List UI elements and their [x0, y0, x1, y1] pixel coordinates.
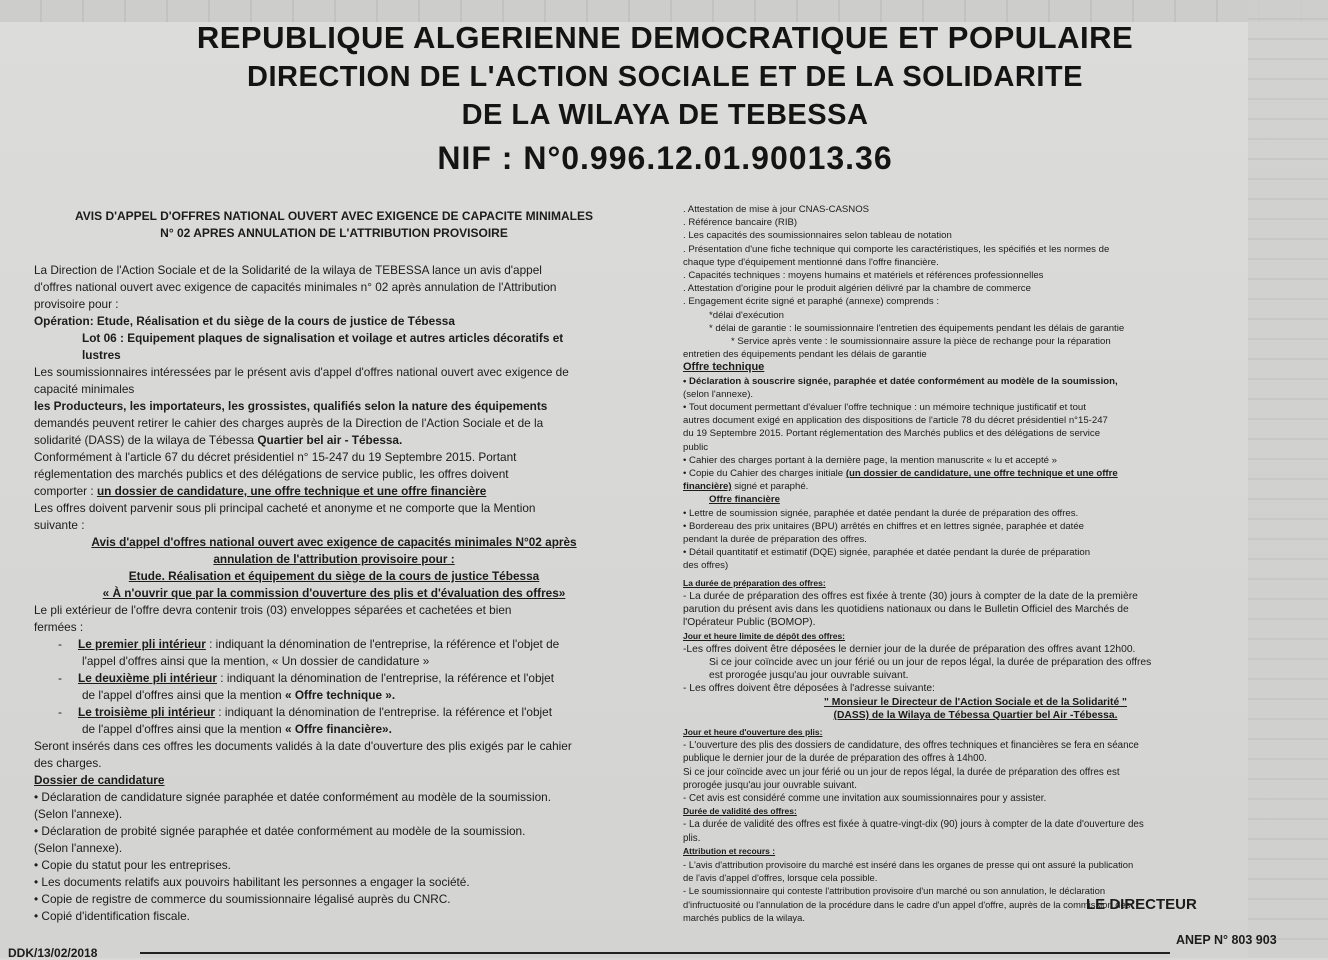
lot-line-2: lustres	[82, 348, 121, 362]
deposit-text-2: Si ce jour coïncide avec un jour férié ou un jour de repos légal, la durée de préparation des offres	[709, 656, 1152, 668]
right-item-4b: chaque type d'équipement mentionné dans l'offre financière.	[683, 256, 939, 268]
dossier-heading: Dossier de candidature	[34, 773, 165, 787]
right-item-7: . Engagement écrite signé et paraphé (annexe) comprends :	[683, 296, 939, 308]
dossier-item-3-text: Copie du statut pour les entreprises.	[41, 858, 231, 872]
deposit-text-3: est prorogée jusqu'au jour ouvrable suivant.	[709, 670, 909, 682]
inner-envelope-2-line-2	[34, 687, 634, 704]
intro-line-3: provisoire pour :	[34, 297, 119, 311]
inner-envelope-2-label: Le deuxième pli intérieur	[78, 671, 217, 685]
intro-line-1: La Direction de l'Action Sociale et de la Solidarité de la wilaya de TEBESSA lance un avis d'appel	[34, 263, 542, 277]
dossier-item-3	[34, 857, 634, 874]
bidders-line-1: Les soumissionnaires intéressées par le présent avis d'appel d'offres national ouvert avec exigence de	[34, 365, 569, 379]
dossier-item-2-text: Déclaration de probité signée paraphée et datée conformément au modèle de la soumission.	[41, 824, 526, 838]
attribution-text-4: d'infructuosité ou l'annulation de la procédure dans le cadre d'un appel d'offre, auprès de la commission des	[683, 898, 1131, 910]
dossier-item-4-text: Les documents relatifs aux pouvoirs habilitant les personnes a engager la société.	[41, 875, 470, 889]
lot-line-1: Lot 06 : Equipement plaques de signalisation et voilage et autres articles décoratifs et	[82, 331, 564, 345]
technique-item-4	[683, 467, 1268, 480]
header-line-2: DIRECTION DE L'ACTION SOCIALE ET DE LA SOLIDARITE	[247, 61, 1083, 93]
dossier-item-5-text: Copie de registre de commerce du soumissionnaire légalisé auprès du CNRC.	[41, 892, 451, 906]
outer-envelope-line-2: fermées :	[34, 620, 84, 634]
dossier-item-2	[34, 823, 634, 840]
notice-title-2: N° 02 APRES ANNULATION DE L'ATTRIBUTION PROVISOIRE	[160, 226, 508, 240]
validity-text-1: - La durée de validité des offres est fixée à quatre-vingt-dix (90) jours à compter de la date d'ouverture des	[683, 819, 1144, 831]
financiere-item-1: • Lettre de soumission signée, paraphée et datée pendant la durée de préparation des offres.	[683, 507, 1079, 519]
inner-envelope-3-text-2: de l'appel d'offres ainsi que la mention	[82, 722, 286, 736]
validity-line-1: Seront insérés dans ces offres les documents validés à la date d'ouverture des plis exigés par le cahier	[34, 739, 572, 753]
inner-envelope-3-text: : indiquant la dénomination de l'entreprise. la référence et l'objet	[215, 705, 553, 719]
financiere-item-3: • Détail quantitatif et estimatif (DQE) signée, paraphée et datée pendant la durée de préparation	[683, 547, 1091, 559]
footer-rule	[140, 952, 1170, 954]
opening-text-4: prorogée jusqu'au jour ouvrable suivant.	[683, 779, 857, 791]
producers-text: les Producteurs, les importateurs, les grossistes, qualifiés selon la nature des équipements	[34, 399, 548, 413]
attribution-text-3: - Le soumissionnaire qui conteste l'attribution provisoire d'un marché ou son annulation, le déclaration	[683, 885, 1106, 897]
right-item-5: . Capacités techniques : moyens humains et matériels et références professionnelles	[683, 270, 1044, 282]
attribution-heading: Attribution et recours :	[683, 845, 776, 856]
opening-text-2: publique le dernier jour de la durée de préparation des offres à 14h00.	[683, 753, 987, 765]
preparation-heading: La durée de préparation des offres:	[683, 577, 826, 588]
inner-envelope-1-label: Le premier pli intérieur	[78, 637, 206, 651]
opening-text-1: - L'ouverture des plis des dossiers de candidature, des offres techniques et financières se fera en séance	[683, 740, 1139, 752]
left-column	[34, 208, 634, 925]
right-item-10: * Service après vente : le soumissionnaire assure la pièce de rechange pour la réparation	[731, 336, 1111, 348]
dossier-item-1	[34, 789, 634, 806]
right-item-8: *délai d'exécution	[709, 309, 784, 321]
preparation-text-1: - La durée de préparation des offres est fixée à trente (30) jours à compter de la date de la première	[683, 590, 1138, 602]
article-line-1: Conformément à l'article 67 du décret présidentiel n° 15-247 du 19 Septembre 2015. Portant	[34, 450, 517, 464]
dossier-item-1-text: Déclaration de candidature signée paraphée et datée conformément au modèle de la soumission.	[41, 790, 551, 804]
article-line-2: réglementation des marchés publics et des délégations de service public, les offres doivent	[34, 467, 509, 481]
validity-heading: Durée de validité des offres:	[683, 806, 797, 817]
opening-text-3: Si ce jour coïncide avec un jour férié ou un jour de repos légal, la durée de préparation des offres est	[683, 766, 1120, 778]
opening-text-5: - Cet avis est considéré comme une invitation aux soumissionnaires pour y assister.	[683, 792, 1047, 804]
dossier-item-1-annex: (Selon l'annexe).	[34, 807, 123, 821]
article-line-3	[34, 483, 634, 500]
envelope-line-1: Les offres doivent parvenir sous pli principal cacheté et anonyme et ne comporte que la Mention	[34, 501, 536, 515]
right-item-6: . Attestation d'origine pour le produit algérien délivré par la chambre de commerce	[683, 283, 1031, 295]
technique-item-2c: du 19 Septembre 2015. Portant réglementation des Marchés publics et des délégations de service	[683, 428, 1101, 440]
mention-line-4: « À n'ouvrir que par la commission d'ouverture des plis et d'évaluation des offres»	[102, 586, 566, 600]
dossier-item-6-text: Copié d'identification fiscale.	[41, 909, 190, 923]
inner-envelope-1-text-2: l'appel d'offres ainsi que la mention, « Un dossier de candidature »	[82, 654, 430, 668]
validity-text-2: plis.	[683, 832, 701, 844]
mention-line-3: Etude. Réalisation et équipement du siège de la cours de justice Tébessa	[128, 569, 540, 583]
header-line-1: REPUBLIQUE ALGERIENNE DEMOCRATIQUE ET POPULAIRE	[196, 20, 1134, 55]
opening-heading: Jour et heure d'ouverture des plis:	[683, 726, 823, 737]
financiere-item-2: • Bordereau des prix unitaires (BPU) arrêtés en chiffres et en lettres signée, paraphée et datée	[683, 520, 1085, 532]
inner-envelope-2: - Le deuxième pli intérieur : indiquant la dénomination de l'entreprise, la référence et l'objet	[58, 671, 554, 685]
preparation-text-3: l'Opérateur Public (BOMOP).	[683, 617, 816, 629]
right-item-4: . Présentation d'une fiche technique qui comporte les caractéristiques, les spécifiés et les normes de	[683, 243, 1110, 255]
producers-line-1	[34, 398, 634, 415]
technique-item-1: • Déclaration à souscrire signée, paraphée et datée conformément au modèle de la soumission,	[683, 375, 1118, 387]
intro-line-2: d'offres national ouvert avec exigence de capacités minimales n° 02 après annulation de l'Attribution	[34, 280, 557, 294]
preparation-text-2: parution du présent avis dans les quotidiens nationaux ou dans le Bulletin Officiel des Marchés de	[683, 604, 1129, 616]
financiere-item-3b: des offres)	[683, 560, 729, 572]
technique-item-2: • Tout document permettant d'évaluer l'offre technique : un mémoire technique justificatif et tout	[683, 402, 1086, 414]
attribution-text-5: marchés publics de la wilaya.	[683, 911, 805, 923]
operation-label: Opération: Etude, Réalisation et du siège de la cours de justice de Tébessa	[34, 314, 455, 328]
producers-text-3: solidarité (DASS) de la wilaya de Tébessa	[34, 433, 258, 447]
inner-envelope-2-text: : indiquant la dénomination de l'entreprise, la référence et l'objet	[216, 671, 554, 685]
dossier-item-5	[34, 891, 634, 908]
inner-envelope-1-text: : indiquant la dénomination de l'entreprise, la référence et l'objet de	[205, 637, 560, 651]
inner-envelope-2-text-2: de l'appel d'offres ainsi que la mention	[82, 688, 286, 702]
technique-item-2d: public	[683, 441, 709, 453]
inner-envelope-3-line-2	[34, 721, 634, 738]
header-line-3: DE LA WILAYA DE TEBESSA	[461, 99, 869, 131]
right-item-1: . Attestation de mise à jour CNAS-CASNOS	[683, 204, 870, 215]
deposit-heading: Jour et heure limite de dépôt des offres:	[683, 630, 846, 641]
offre-financiere-heading: Offre financière	[709, 494, 780, 506]
attribution-text-1: - L'avis d'attribution provisoire du marché est inséré dans les organes de presse qui ont assuré la publication	[683, 858, 1134, 870]
right-column	[683, 203, 1268, 924]
required-documents: un dossier de candidature, une offre technique et une offre financière	[96, 484, 487, 498]
technique-item-4b-text: signé et paraphé.	[731, 481, 809, 493]
offre-technique-heading: Offre technique	[683, 361, 765, 374]
validity-line-2: des charges.	[34, 756, 102, 770]
right-item-3: . Les capacités des soumissionnaires selon tableau de notation	[683, 230, 952, 242]
inner-envelope-1: - Le premier pli intérieur : indiquant la dénomination de l'entreprise, la référence et l'objet de	[58, 637, 560, 651]
offre-technique-mention: « Offre technique ».	[285, 688, 396, 702]
address-line-2: " Monsieur le Directeur de l'Action Sociale et de la Solidarité "	[824, 696, 1127, 708]
footer-reference: DDK/13/02/2018	[8, 946, 98, 960]
attribution-text-2: de l'avis d'appel d'offres, lorsque cela possible.	[683, 872, 878, 884]
address-line-3: (DASS) de la Wilaya de Tébessa Quartier bel Air -Tébessa.	[833, 709, 1118, 721]
inner-envelope-3: - Le troisième pli intérieur : indiquant la dénomination de l'entreprise. la référence et l'objet	[58, 705, 553, 719]
technique-item-4b	[683, 480, 1268, 493]
notice-header	[60, 18, 1270, 180]
article-text-3: comporter :	[34, 484, 97, 498]
producers-line-2: demandés peuvent retirer le cahier des charges auprès de la Direction de l'Action Sociale et de la	[34, 416, 544, 430]
right-item-9: * délai de garantie : le soumissionnaire l'entretien des équipements pendant les délais de garantie	[709, 322, 1125, 334]
technique-item-2b: autres document exigé en application des dispositions de l'article 78 du décret présidentiel n°15-247	[683, 415, 1108, 427]
header-nif: NIF : N°0.996.12.01.90013.36	[437, 140, 893, 176]
technique-item-3: • Cahier des charges portant à la dernière page, la mention manuscrite « lu et accepté »	[683, 454, 1058, 466]
dossier-item-2-annex: (Selon l'annexe).	[34, 841, 123, 855]
envelope-line-2: suivante :	[34, 518, 85, 532]
mention-line-1: Avis d'appel d'offres national ouvert avec exigence de capacités minimales N°02 après	[91, 535, 577, 549]
dossier-item-4	[34, 874, 634, 891]
deposit-text-1: -Les offres doivent être déposées le dernier jour de la durée de préparation des offres avant 12h00.	[683, 643, 1136, 655]
technique-item-4b-underlined: financière)	[683, 481, 732, 493]
mention-line-2: annulation de l'attribution provisoire pour :	[213, 552, 455, 566]
anep-number: ANEP N° 803 903	[1176, 933, 1277, 947]
outer-envelope-line-1: Le pli extérieur de l'offre devra contenir trois (03) enveloppes séparées et cachetées et bien	[34, 603, 512, 617]
financiere-item-2b: pendant la durée de préparation des offres.	[683, 534, 867, 546]
right-item-2: . Référence bancaire (RIB)	[683, 217, 798, 229]
technique-item-4-underlined: (un dossier de candidature, une offre technique et une offre	[845, 468, 1118, 480]
bidders-line-2: capacité minimales	[34, 382, 135, 396]
offre-financiere-mention: « Offre financière».	[285, 722, 392, 736]
director-signature: LE DIRECTEUR	[1086, 896, 1197, 913]
dossier-item-6	[34, 908, 634, 925]
producers-line-3	[34, 432, 634, 449]
address-line-1: - Les offres doivent être déposées à l'adresse suivante:	[683, 683, 935, 695]
technique-item-1b: (selon l'annexe).	[683, 388, 754, 400]
notice-title-1: AVIS D'APPEL D'OFFRES NATIONAL OUVERT AVEC EXIGENCE DE CAPACITE MINIMALES	[75, 209, 593, 223]
technique-item-4-text: • Copie du Cahier des charges initiale	[683, 468, 846, 480]
dass-address: Quartier bel air - Tébessa.	[257, 433, 403, 447]
right-item-10b: entretien des équipements pendant les délais de garantie	[683, 349, 927, 361]
inner-envelope-3-label: Le troisième pli intérieur	[78, 705, 216, 719]
